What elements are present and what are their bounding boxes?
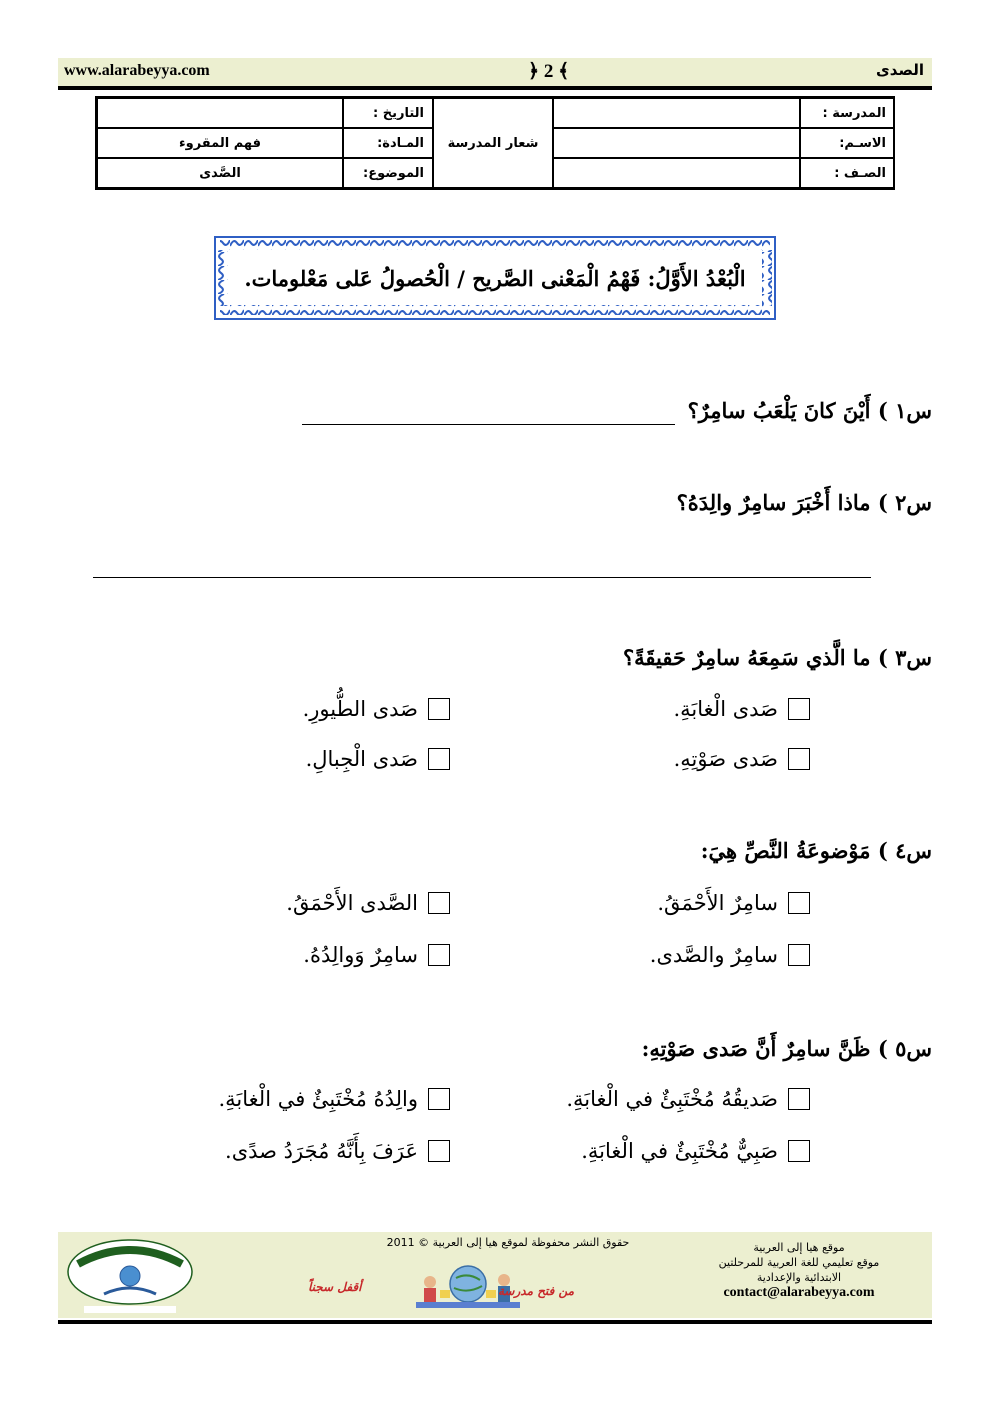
topic-field: الصَّدى [97,158,343,188]
school-logo-cell: شعار المدرسة [433,98,553,188]
checkbox-3b[interactable] [428,698,450,720]
class-label: الصـف : [800,158,895,188]
question-3: س٣ ) ما الَّذي سَمِعَهُ سامِرٌ حَقيقَةً؟ [623,645,932,670]
checkbox-3a[interactable] [788,698,810,720]
subject-field: فهم المقروء [97,128,343,158]
answer-line-1[interactable] [302,424,675,425]
option-4c[interactable]: سامِرٌ والصَّدى. [650,943,810,967]
class-field[interactable] [553,158,800,188]
answer-line-2[interactable] [93,577,871,578]
checkbox-3c[interactable] [788,748,810,770]
slogan-right: من فتح مدرسة [498,1284,575,1298]
site-desc-1: موقع تعليمي للغة العربية للمرحلتين [718,1256,880,1269]
date-field[interactable] [97,98,343,128]
site-name: موقع هيا إلى العربية [753,1241,845,1254]
site-url[interactable]: www.alarabeyya.com [64,62,210,79]
question-5: س٥ ) ظَنَّ سامِرٌ أَنَّ صَدى صَوْتِهِ: [641,1036,932,1061]
option-3b[interactable]: صَدى الطُّيورِ. [303,697,450,721]
option-3c[interactable]: صَدى صَوْتِهِ. [674,747,810,771]
subject-label: المـادة: [343,128,433,158]
school-field[interactable] [553,98,800,128]
student-info-table [95,96,895,190]
page-footer [58,1232,932,1318]
slogan-left: أقفل سجناً [308,1280,362,1294]
contact-email[interactable]: contact@alarabeyya.com [723,1285,875,1300]
page-header [58,58,932,86]
checkbox-5a[interactable] [788,1088,810,1110]
option-4a[interactable]: سامِرٌ الأَحْمَقُ. [657,891,810,915]
option-4d[interactable]: سامِرٌ وَوالِدُهُ. [303,943,450,967]
school-label: المدرسة : [800,98,895,128]
lesson-title: الصدى [876,61,924,79]
copyright: حقوق النشر محفوظة لموقع هيا إلى العربية © 2011 [386,1236,630,1249]
checkbox-5b[interactable] [428,1088,450,1110]
option-5d[interactable]: عَرَفَ بِأَنَّهُ مُجَرَدُ صدًى. [225,1139,450,1163]
section-banner [214,236,776,320]
header-divider [58,86,932,90]
option-3d[interactable]: صَدى الْجِبالِ. [306,747,450,771]
site-info [684,1240,914,1300]
name-field[interactable] [553,128,800,158]
checkbox-3d[interactable] [428,748,450,770]
option-5b[interactable]: والِدُهُ مُخْتَبِئٌ في الْغابَةِ. [219,1087,451,1111]
site-desc-2: الابتدائية والإعدادية [756,1271,842,1284]
section-title: الْبُعْدُ الأَوَّلُ: فَهْمُ الْمَعْنى الصَّريح / الْحُصولُ عَلى مَعْلومات. [244,266,746,291]
option-5a[interactable]: صَديقُهُ مُخْتَبِئٌ في الْغابَةِ. [566,1087,810,1111]
checkbox-4b[interactable] [428,892,450,914]
option-3a[interactable]: صَدى الْغابَةِ. [673,697,810,721]
name-label: الاسـم: [800,128,895,158]
footer-divider [58,1320,932,1324]
date-label: التاريخ : [343,98,433,128]
checkbox-5d[interactable] [428,1140,450,1162]
checkbox-5c[interactable] [788,1140,810,1162]
option-5c[interactable]: صَبِيٌّ مُخْتَبِئٌ في الْغابَةِ. [581,1139,810,1163]
question-4: س٤ ) مَوْضوعَةُ النَّصِّ هِيَ: [700,838,932,863]
question-1: س١ ) أَيْنَ كانَ يَلْعَبُ سامِرٌ؟ [687,398,932,423]
checkbox-4a[interactable] [788,892,810,914]
site-logo [64,1236,196,1314]
checkbox-4d[interactable] [428,944,450,966]
question-2: س٢ ) ماذا أَخْبَرَ سامِرٌ والِدَهُ؟ [676,490,932,515]
checkbox-4c[interactable] [788,944,810,966]
option-4b[interactable]: الصَّدى الأَحْمَقُ. [286,891,450,915]
topic-label: الموضوع: [343,158,433,188]
page-number: ﴿ 2 ﴾ [528,61,570,82]
